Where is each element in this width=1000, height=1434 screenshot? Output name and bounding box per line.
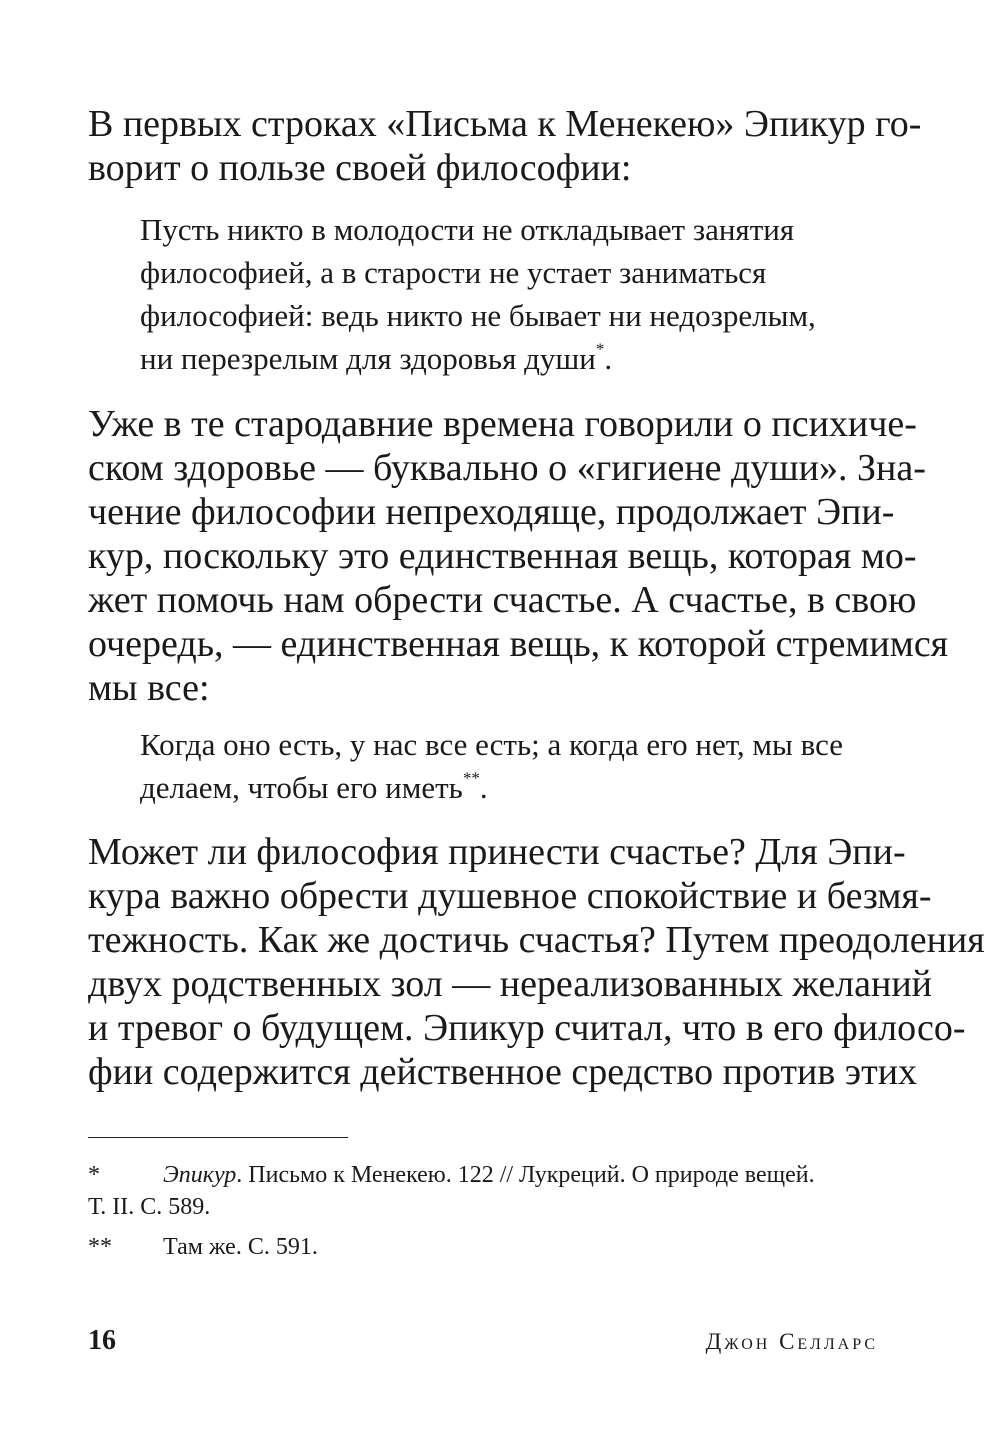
- text-line: Может ли философия принести счастье? Для Эпи-: [88, 831, 906, 873]
- text-line: кур, поскольку это единственная вещь, которая мо-: [88, 535, 917, 577]
- text-line: ворит о пользе своей философии:: [88, 147, 632, 189]
- quote-end: .: [479, 770, 488, 805]
- footnote-text: [163, 1160, 815, 1190]
- quote-end: .: [604, 341, 613, 376]
- quote-text: ни перезрелым для здоровья души: [140, 341, 596, 376]
- page-number: 16: [88, 1325, 116, 1356]
- text-line: Уже в те стародавние времена говорили о психиче-: [88, 403, 917, 445]
- footnote-body: . Письмо к Менекею. 122 // Лукреций. О природе вещей.: [236, 1162, 815, 1188]
- text-line: мы все:: [88, 667, 210, 709]
- text-line: В первых строках «Письма к Менекею» Эпикур го-: [88, 103, 922, 145]
- quote-line: Когда оно есть, у нас все есть; а когда его нет, мы все: [140, 727, 843, 762]
- text-line: фии содержится действенное средство против этих: [88, 1051, 918, 1093]
- text-line: двух родственных зол — нереализованных желаний: [88, 963, 933, 1005]
- footnote-mark: **: [88, 1234, 112, 1260]
- footnote-divider: [88, 1137, 348, 1138]
- footnote-ref: *: [595, 339, 605, 359]
- text-line: кура важно обрести душевное спокойствие и безмя-: [88, 875, 932, 917]
- running-head: Джон Селларс: [705, 1329, 878, 1354]
- quote-text: делаем, чтобы его иметь: [140, 770, 463, 805]
- quote-line: философией: ведь никто не бывает ни недозрелым,: [140, 298, 816, 333]
- footnote-ref: **: [462, 768, 480, 788]
- quote-line: [140, 339, 612, 379]
- text-line: тежность. Как же достичь счастья? Путем преодоления: [88, 919, 985, 961]
- footnote-author: Эпикур: [163, 1162, 237, 1188]
- quote-line: Пусть никто в молодости не откладывает занятия: [140, 212, 795, 247]
- text-line: и тревог о будущем. Эпикур считал, что в его филосо-: [88, 1007, 966, 1049]
- text-line: жет помочь нам обрести счастье. А счастье, в свою: [88, 579, 917, 621]
- quote-line: [140, 768, 488, 808]
- text-line: очередь, — единственная вещь, к которой стремимся: [88, 623, 949, 665]
- text-line: ском здоровье — буквально о «гигиене души». Зна-: [88, 447, 926, 489]
- quote-line: философией, а в старости не устает заниматься: [140, 255, 767, 290]
- footnote-mark: *: [88, 1162, 100, 1188]
- footnote-text: Там же. С. 591.: [163, 1234, 318, 1260]
- footnote-continuation: Т. II. С. 589.: [88, 1194, 211, 1220]
- text-line: чение философии непреходяще, продолжает Эпи-: [88, 491, 895, 533]
